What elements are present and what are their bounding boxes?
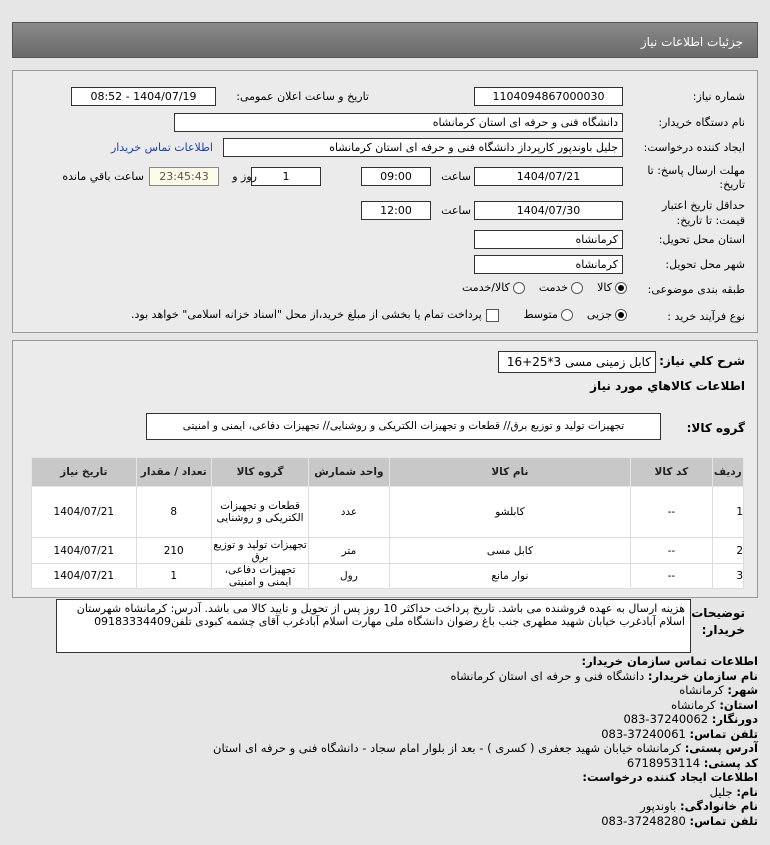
column-header: تعداد / مقدار <box>136 458 211 487</box>
address-value: کرمانشاه خیابان شهید جعفری ( کسری ) - بعد از بلوار امام سجاد - دانشگاه فنی و حرفه ای استان <box>213 741 682 755</box>
deadline-label <box>647 164 745 192</box>
address-label: آدرس پستی: <box>684 741 758 755</box>
table-cell: 3 <box>712 564 743 589</box>
city-field[interactable]: کرمانشاه <box>474 255 623 274</box>
process-medium-radio[interactable] <box>523 308 573 321</box>
province-value: کرمانشاه <box>671 697 716 712</box>
radio-label: جزیی <box>586 308 612 321</box>
buyer-contact-link[interactable]: اطلاعات تماس خریدار <box>111 141 213 154</box>
fax-label: دورنگار: <box>711 712 758 726</box>
table-cell: عدد <box>309 487 389 538</box>
announce-field[interactable]: 1404/07/19 - 08:52 <box>71 87 216 106</box>
deadline-date-field[interactable]: 1404/07/21 <box>474 167 623 186</box>
validity-date-field[interactable]: 1404/07/30 <box>474 201 623 220</box>
validity-time-label: ساعت <box>441 204 471 217</box>
radio-selected-icon <box>615 282 627 294</box>
checkbox-label: پرداخت تمام یا بخشی از مبلغ خرید،از محل "اسناد خزانه اسلامی" خواهد بود. <box>131 308 482 321</box>
buyer-notes-field: هزینه ارسال به عهده فروشنده می باشد. تاریخ پرداخت حداکثر 10 روز پس از تحویل و تایید کالا می باشد. آدرس: کرمانشاه شهرستان اسلام آبادغرب خیابان شهید مطهری جنب باغ رضوان دانشگاه ملی مهارت اسلام آبادغرب آقای چشمه کبودی تلفن09183334409 <box>56 599 691 653</box>
phone-value: 37240061-083 <box>601 726 686 741</box>
creator-heading: اطلاعات ایجاد کننده درخواست: <box>582 770 758 784</box>
radio-label: کالا/خدمت <box>462 281 510 294</box>
table-cell: -- <box>631 564 712 589</box>
validity-time-field[interactable]: 12:00 <box>361 201 431 220</box>
phone-label: تلفن تماس: <box>689 726 758 741</box>
category-goods-radio[interactable] <box>597 281 627 294</box>
creator-label: ایجاد کننده درخواست: <box>643 141 745 154</box>
days-label: روز و <box>232 170 257 183</box>
announce-label: تاریخ و ساعت اعلان عمومی: <box>236 90 369 103</box>
buyer-org-label: نام دستگاه خریدار: <box>658 116 745 129</box>
org-label: نام سازمان خریدار: <box>647 668 758 683</box>
table-cell: کابل مسی <box>389 538 631 564</box>
table-cell: 8 <box>136 487 211 538</box>
group-label: گروه کالا: <box>686 421 745 435</box>
validity-label-line1: حداقل تاریخ اعتبار <box>661 199 745 212</box>
radio-label: کالا <box>597 281 612 294</box>
radio-selected-icon <box>615 309 627 321</box>
radio-label: خدمت <box>538 281 569 294</box>
column-header: گروه کالا <box>211 458 309 487</box>
notes-label: توضیحات خریدار: <box>691 606 745 637</box>
radio-label: متوسط <box>523 308 558 321</box>
creator-phone-label: تلفن تماس: <box>689 813 758 828</box>
category-service-radio[interactable] <box>539 281 583 294</box>
goods-heading: اطلاعات کالاهاي مورد نیاز <box>590 379 745 393</box>
table-cell: 1404/07/21 <box>32 538 137 564</box>
goods-table <box>31 457 744 589</box>
city-label: شهر محل تحویل: <box>665 258 745 271</box>
column-header: ردیف <box>712 458 743 487</box>
page-title: جزئیات اطلاعات نیاز <box>640 35 743 49</box>
process-minor-radio[interactable] <box>587 308 627 321</box>
need-number-field[interactable]: 1104094867000030 <box>474 87 623 106</box>
table-row <box>32 487 744 538</box>
validity-label <box>662 198 745 228</box>
page-header <box>12 22 758 58</box>
column-header: نام کالا <box>389 458 631 487</box>
summary-label: شرح کلي نیاز: <box>659 354 745 368</box>
creator-phone-value: 37248280-083 <box>601 813 686 828</box>
table-cell: 1 <box>136 564 211 589</box>
radio-icon <box>513 282 525 294</box>
column-header: تاریخ نیاز <box>32 458 137 487</box>
province-field[interactable]: کرمانشاه <box>474 230 623 249</box>
table-cell: رول <box>309 564 389 589</box>
column-header: واحد شمارش <box>309 458 389 487</box>
contact-heading: اطلاعات تماس سازمان خریدار: <box>581 654 758 668</box>
radio-icon <box>561 309 573 321</box>
table-cell: 1404/07/21 <box>32 564 137 589</box>
deadline-time-field[interactable]: 09:00 <box>361 167 431 186</box>
table-cell: قطعات و تجهیزات الکتریکی و روشنایی <box>211 487 309 538</box>
category-label: طبقه بندی موضوعی: <box>647 283 745 296</box>
deadline-time-label: ساعت <box>441 170 471 183</box>
province-label: استان محل تحویل: <box>658 233 745 246</box>
table-row <box>32 538 744 564</box>
remaining-time-field: 23:45:43 <box>149 167 219 186</box>
table-cell: کابلشو <box>389 487 631 538</box>
process-radio-group <box>131 308 627 322</box>
goods-details-panel <box>12 340 758 637</box>
remaining-label: ساعت باقي مانده <box>62 170 144 183</box>
city-label: شهر: <box>727 683 758 697</box>
org-value: دانشگاه فنی و حرفه ای استان کرمانشاه <box>450 668 645 683</box>
group-field: تجهیزات تولید و توزیع برق// قطعات و تجهیزات الکتریکی و روشنایی// تجهیزات دفاعی، ایمنی و امنیتی <box>146 413 661 440</box>
process-label: نوع فرآیند خرید : <box>667 310 745 323</box>
table-cell: 210 <box>136 538 211 564</box>
postcode-label: کد پستی: <box>703 755 758 770</box>
validity-label-line2: قیمت: تا تاریخ: <box>676 214 745 227</box>
days-field[interactable]: 1 <box>251 167 321 186</box>
table-header-row <box>32 458 744 487</box>
column-header: کد کالا <box>631 458 712 487</box>
table-cell: 1404/07/21 <box>32 487 137 538</box>
family-value: باوندپور <box>640 799 677 813</box>
table-row <box>32 564 744 589</box>
table-cell: 2 <box>712 538 743 564</box>
buyer-contact-info <box>213 654 758 828</box>
need-number-label: شماره نیاز: <box>692 90 745 103</box>
summary-field: کابل زمینی مسی 3*25+16 <box>498 351 656 373</box>
table-cell: -- <box>631 538 712 564</box>
city-value: کرمانشاه <box>679 683 724 697</box>
category-radio-group <box>462 281 627 294</box>
radio-icon <box>571 282 583 294</box>
deadline-label-line1: مهلت ارسال پاسخ: تا <box>647 164 745 177</box>
buyer-org-field[interactable]: دانشگاه فنی و حرفه ای استان کرمانشاه <box>174 113 623 132</box>
treasury-payment-checkbox[interactable] <box>131 308 499 321</box>
province-label: استان: <box>719 697 758 712</box>
need-info-panel <box>12 70 758 333</box>
checkbox-icon <box>486 309 499 322</box>
deadline-label-line2: تاریخ: <box>719 178 745 191</box>
postcode-value: 6718953114 <box>626 755 701 770</box>
table-cell: 1 <box>712 487 743 538</box>
creator-field[interactable]: جلیل باوندپور کارپرداز دانشگاه فنی و حرفه ای استان کرمانشاه <box>223 138 623 157</box>
name-label: نام: <box>736 784 758 799</box>
table-cell: تجهیزات دفاعی، ایمنی و امنیتی <box>211 564 309 589</box>
name-value: جلیل <box>709 784 733 799</box>
table-cell: تجهیزات تولید و توزیع برق <box>213 538 307 563</box>
family-label: نام خانوادگی: <box>680 799 758 813</box>
table-cell: -- <box>631 487 712 538</box>
table-cell: متر <box>309 538 389 564</box>
fax-value: 37240062-083 <box>623 712 709 726</box>
category-both-radio[interactable] <box>462 281 525 294</box>
table-cell: نوار مانع <box>389 564 631 589</box>
